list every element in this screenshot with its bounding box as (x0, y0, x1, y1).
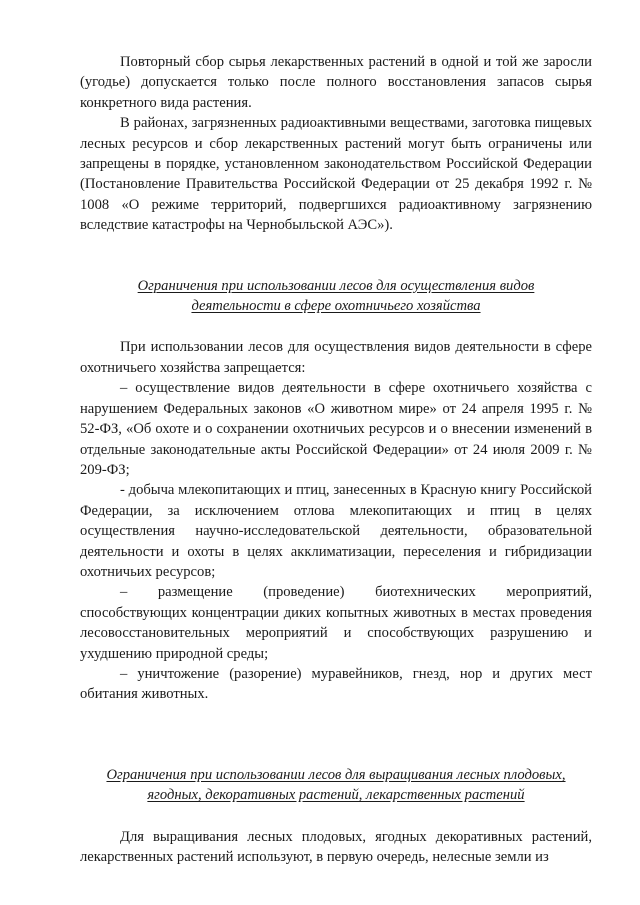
section-heading-cultivation (80, 765, 592, 806)
hunting-list-item: - добыча млекопитающих и птиц, занесенных в Красную книгу Российской Федерации, за исключением отлова млекопитающих и птиц в целях осуществления научно-исследовательской деятельности, образовательной деятельности и охоты в целях акклиматизации, переселения и гибридизации охотничьих ресурсов; (80, 482, 592, 580)
intro-paragraph-2: В районах, загрязненных радиоактивными веществами, заготовка пищевых лесных ресурсов и сбор лекарственных растений могут быть ограничены или запрещены в порядке, установленном законодательством Российской Федерации (Постановление Правительства Российской Федерации от 25 декабря 1992 г. № 1008 «О режиме территорий, подвергшихся радиоактивному загрязнению вследствие катастрофы на Чернобыльской АЭС»). (80, 115, 592, 234)
section-heading-cultivation-line-2: ягодных, декоративных растений, лекарственных растений (147, 787, 525, 804)
intro-paragraph-1: Повторный сбор сырья лекарственных растений в одной и той же заросли (угодье) допускается только после полного восстановления запасов сырья конкретного вида растения. (80, 54, 592, 111)
hunting-list-item: – осуществление видов деятельности в сфере охотничьего хозяйства с нарушением Федеральных законов «О животном мире» от 24 апреля 1995 г. № 52-ФЗ, «Об охоте и о сохранении охотничьих ресурсов и о внесении изменений в отдельные законодательные акты Российской Федерации» от 24 июля 2009 г. № 209-ФЗ; (80, 380, 592, 478)
section-heading-hunting-line-1: Ограничения при использовании лесов для осуществления видов (137, 277, 535, 294)
section-heading-hunting-line-2: деятельности в сфере охотничьего хозяйства (191, 298, 481, 315)
hunting-lead-paragraph: При использовании лесов для осуществления видов деятельности в сфере охотничьего хозяйства запрещается: (80, 339, 592, 376)
hunting-list-item: – размещение (проведение) биотехнических мероприятий, способствующих концентрации диких копытных животных в местах проведения лесовосстановительных мероприятий и способствующих разрушению и ухудшению природной среды; (80, 584, 592, 662)
document-page (80, 52, 592, 867)
cultivation-paragraph-1: Для выращивания лесных плодовых, ягодных декоративных растений, лекарственных растений используют, в первую очередь, нелесные земли из (80, 828, 592, 865)
section-heading-cultivation-line-1: Ограничения при использовании лесов для выращивания лесных плодовых, (106, 766, 566, 783)
section-heading-hunting (80, 276, 592, 317)
hunting-list-item: – уничтожение (разорение) муравейников, гнезд, нор и других мест обитания животных. (80, 665, 592, 703)
